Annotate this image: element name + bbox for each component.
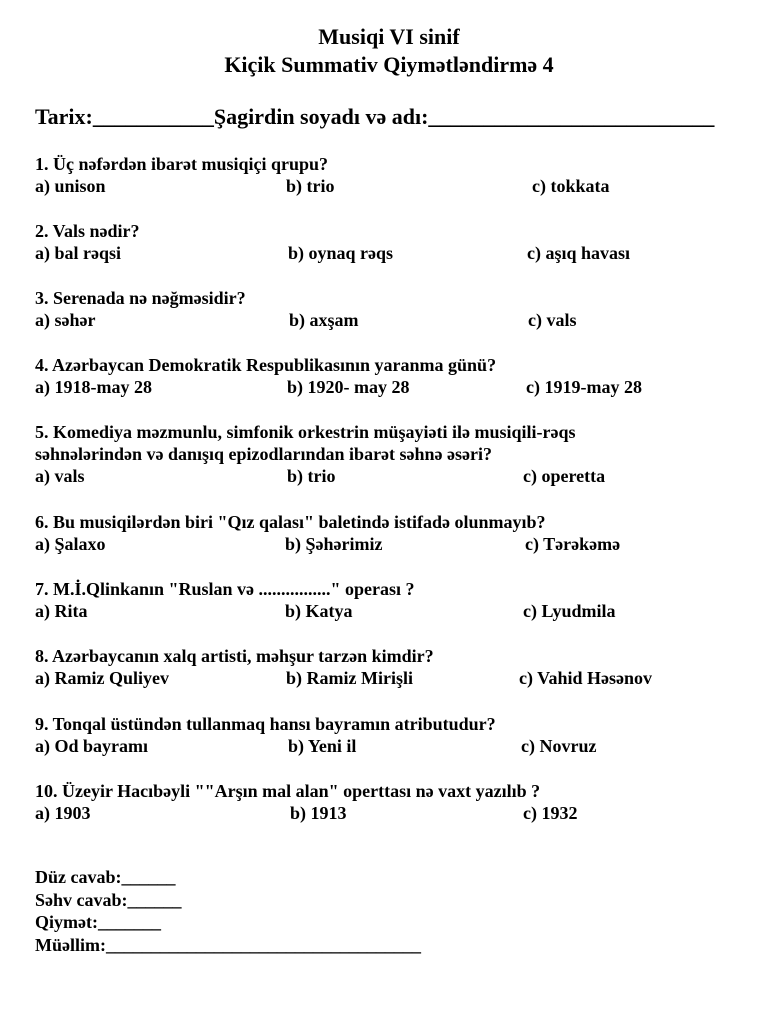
question-10 xyxy=(35,780,755,824)
wrong-answers-line: Səhv cavab:______ xyxy=(35,889,182,910)
answer-options xyxy=(35,735,755,757)
question-8 xyxy=(35,645,755,689)
grade-line: Qiymət:_______ xyxy=(35,912,161,932)
option-c: c) Vahid Həsənov xyxy=(519,668,653,688)
question-text: 5. Komediya məzmunlu, simfonik orkestrin müşayiəti ilə musiqili-rəqs xyxy=(35,422,576,442)
page-title: Musiqi VI sinif xyxy=(318,24,460,49)
option-b: b) axşam xyxy=(289,310,359,330)
question-text: 9. Tonqal üstündən tullanmaq hansı bayramın atributudur? xyxy=(35,714,496,734)
question-text-continued: səhnələrindən və danışıq epizodlarından ibarət səhnə əsəri? xyxy=(35,444,493,464)
question-1 xyxy=(35,153,755,197)
option-b: b) Ramiz Mirişli xyxy=(286,668,413,688)
option-c: c) tokkata xyxy=(532,176,610,196)
question-9 xyxy=(35,713,755,757)
option-c: c) 1932 xyxy=(523,803,578,823)
question-text: 2. Vals nədir? xyxy=(35,221,140,241)
option-b: b) trio xyxy=(287,466,336,486)
answer-options xyxy=(35,309,755,331)
option-b: b) Yeni il xyxy=(288,736,357,756)
option-a: a) 1903 xyxy=(35,803,91,823)
answer-options xyxy=(35,667,755,689)
option-b: b) trio xyxy=(286,176,335,196)
answer-options xyxy=(35,376,755,398)
option-a: a) Od bayramı xyxy=(35,736,149,756)
question-3 xyxy=(35,287,755,331)
answer-options xyxy=(35,533,755,555)
option-a: a) səhər xyxy=(35,310,96,330)
question-5 xyxy=(35,421,755,487)
question-text: 10. Üzeyir Hacıbəyli ""Arşın mal alan" operttası nə vaxt yazılıb ? xyxy=(35,781,541,801)
option-c: c) Tərəkəmə xyxy=(525,534,621,554)
question-text: 8. Azərbaycanın xalq artisti, məhşur tarzən kimdir? xyxy=(35,646,434,666)
question-6 xyxy=(35,511,755,555)
option-b: b) 1920- may 28 xyxy=(287,377,410,397)
option-a: a) vals xyxy=(35,466,85,486)
grading-footer xyxy=(35,866,421,956)
question-text: 3. Serenada nə nəğməsidir? xyxy=(35,288,246,308)
option-b: b) 1913 xyxy=(290,803,347,823)
option-b: b) Şəhərimiz xyxy=(285,534,383,554)
date-name-line: Tarix:___________Şagirdin soyadı və adı:__________________________ xyxy=(35,104,715,129)
page-subtitle: Kiçik Summativ Qiymətləndirmə 4 xyxy=(224,52,554,77)
question-4 xyxy=(35,354,755,398)
answer-options xyxy=(35,600,755,622)
option-a: a) Ramiz Quliyev xyxy=(35,668,169,688)
option-c: c) Lyudmila xyxy=(523,601,616,621)
answer-options xyxy=(35,802,755,824)
option-c: c) Novruz xyxy=(521,736,597,756)
question-text: 1. Üç nəfərdən ibarət musiqiçi qrupu? xyxy=(35,154,329,174)
option-c: c) operetta xyxy=(523,466,606,486)
option-a: a) Rita xyxy=(35,601,88,621)
option-b: b) oynaq rəqs xyxy=(288,243,394,263)
option-c: c) vals xyxy=(528,310,577,330)
option-a: a) Şalaxo xyxy=(35,534,106,554)
option-c: c) aşıq havası xyxy=(527,243,631,263)
question-2 xyxy=(35,220,755,264)
correct-answers-line: Düz cavab:______ xyxy=(35,867,176,887)
option-b: b) Katya xyxy=(285,601,353,621)
question-text: 6. Bu musiqilərdən biri "Qız qalası" baletində istifadə olunmayıb? xyxy=(35,512,546,532)
question-text: 4. Azərbaycan Demokratik Respublikasının yaranma günü? xyxy=(35,355,497,375)
question-7 xyxy=(35,578,755,622)
teacher-line: Müəllim:___________________________________ xyxy=(35,934,421,955)
answer-options xyxy=(35,242,755,264)
option-c: c) 1919-may 28 xyxy=(526,377,642,397)
option-a: a) bal rəqsi xyxy=(35,243,122,263)
option-a: a) 1918-may 28 xyxy=(35,377,152,397)
answer-options xyxy=(35,175,755,197)
option-a: a) unison xyxy=(35,176,106,196)
question-text: 7. M.İ.Qlinkanın "Ruslan və ................" operası ? xyxy=(35,579,415,599)
answer-options xyxy=(35,465,755,487)
